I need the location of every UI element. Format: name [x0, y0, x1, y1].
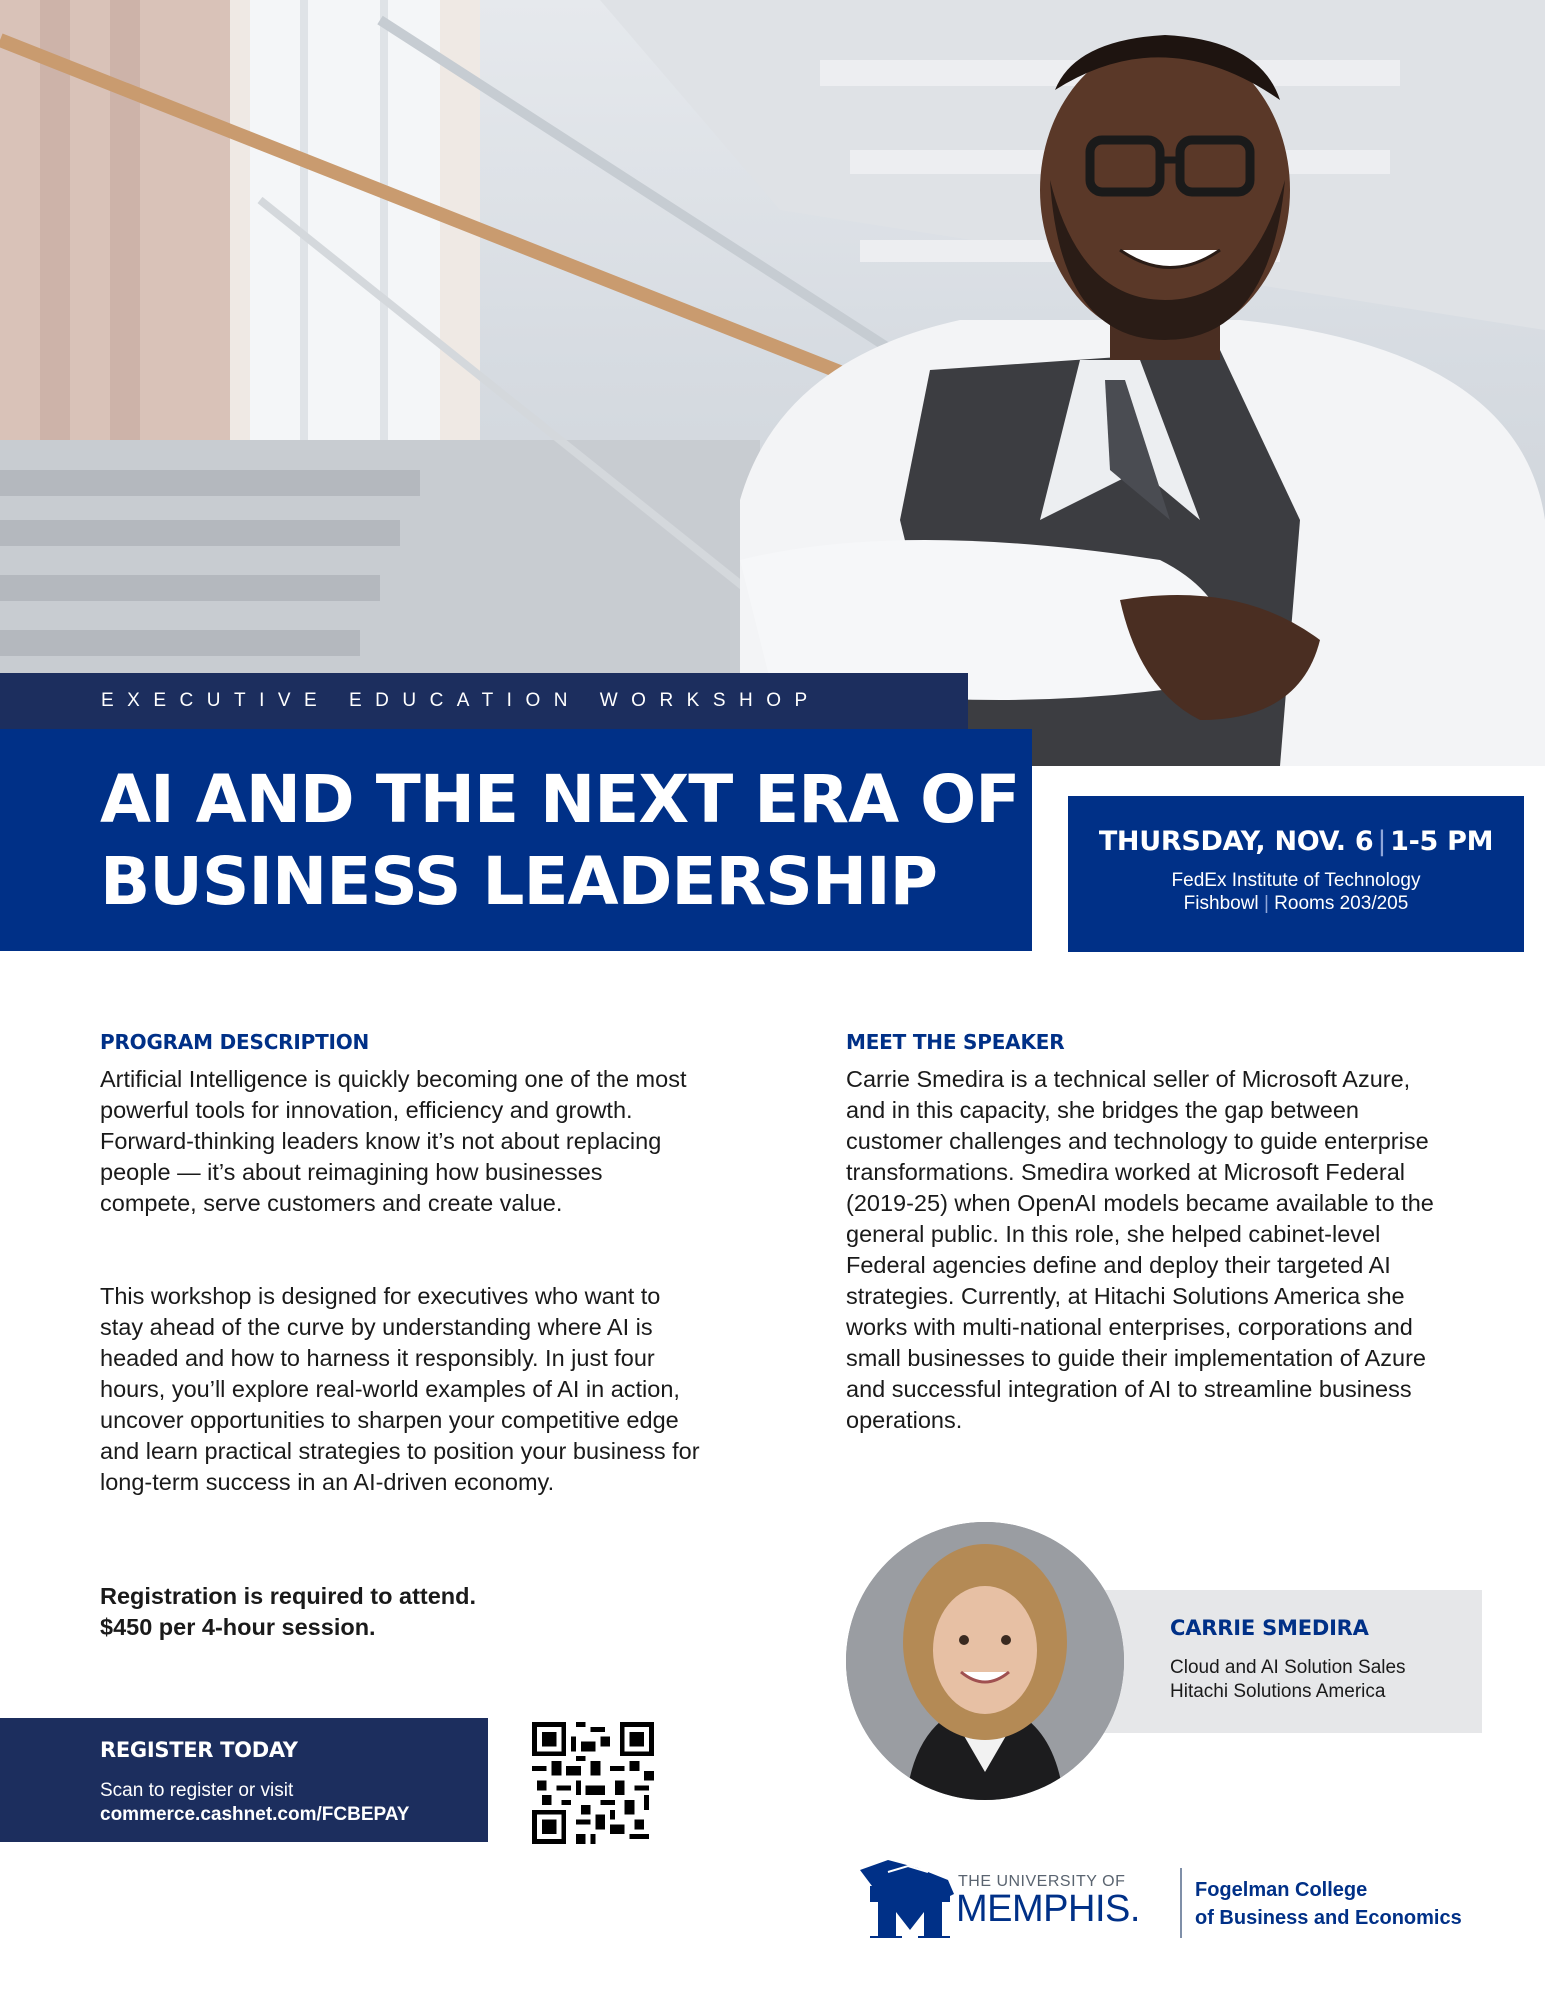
- register-instructions: Scan to register or visit: [100, 1780, 294, 1801]
- register-box: [0, 1718, 488, 1842]
- speaker-heading: MEET THE SPEAKER: [846, 1030, 1065, 1054]
- program-paragraph-2: This workshop is designed for executives who want to stay ahead of the curve by understanding where AI is headed and how to harness it responsibly. In just four hours, you’ll explore real-world examples of AI in action, uncover opportunities to sharpen your competitive edge and learn practical strategies to position your business for long-term success in an AI-driven economy.: [100, 1283, 700, 1495]
- speaker-title: Cloud and AI Solution Sales: [1170, 1657, 1406, 1678]
- event-venue: [1068, 869, 1524, 915]
- logo-divider: [1180, 1868, 1182, 1938]
- venue-place: Fishbowl: [1183, 893, 1259, 914]
- college-line-1: Fogelman College: [1195, 1879, 1368, 1901]
- title-block: [0, 729, 1032, 951]
- university-small-text: THE UNIVERSITY OF: [958, 1873, 1126, 1890]
- register-url[interactable]: commerce.cashnet.com/FCBEPAY: [100, 1804, 410, 1825]
- event-time: 1-5 PM: [1390, 826, 1494, 857]
- price: $450 per 4-hour session.: [100, 1614, 376, 1640]
- title-line-2: BUSINESS LEADERSHIP: [100, 843, 938, 920]
- venue-line-1: FedEx Institute of Technology: [1171, 870, 1421, 891]
- speaker-role: [1170, 1656, 1406, 1704]
- event-details-box: [1068, 796, 1524, 952]
- registration-required: Registration is required to attend.: [100, 1583, 477, 1609]
- venue-line-2: [1068, 892, 1524, 915]
- speaker-photo: [846, 1522, 1124, 1800]
- program-paragraph-1: Artificial Intelligence is quickly becoming one of the most powerful tools for innovation, efficiency and growth. Forward-thinking leaders know it’s not about replacing people — it’s about reimagining how businesses compete, serve customers and create value.: [100, 1066, 687, 1216]
- qr-code[interactable]: [532, 1722, 654, 1844]
- registration-note: [100, 1581, 620, 1643]
- eyebrow-bar: [0, 673, 968, 729]
- college-line-2: of Business and Economics: [1195, 1907, 1462, 1929]
- page-title: [100, 759, 1020, 923]
- title-line-1: AI AND THE NEXT ERA OF: [100, 761, 1020, 838]
- separator: |: [1263, 893, 1269, 914]
- hero-illustration: [0, 0, 1545, 766]
- event-day: THURSDAY, NOV. 6: [1098, 826, 1374, 857]
- college-name: [1195, 1876, 1462, 1932]
- event-datetime: [1068, 826, 1524, 857]
- hero-photo: [0, 0, 1545, 766]
- university-name: MEMPHIS.: [956, 1888, 1140, 1930]
- eyebrow-label: EXECUTIVE EDUCATION WORKSHOP: [101, 690, 821, 711]
- speaker-company: Hitachi Solutions America: [1170, 1681, 1386, 1702]
- speaker-bio: Carrie Smedira is a technical seller of Microsoft Azure, and in this capacity, she bridges the gap between customer challenges and technology to guide enterprise transformations. Smedira worked at Microsoft Federal (2019-25) when OpenAI models became available to the general public. In this role, she helped cabinet-level Federal agencies define and deploy their targeted AI strategies. Currently, at Hitachi Solutions America she works with multi-national enterprises, corporations and small businesses to guide their implementation of Azure and successful integration of AI to streamline business operations.: [846, 1066, 1434, 1433]
- separator: |: [1377, 826, 1387, 857]
- speaker-name: CARRIE SMEDIRA: [1170, 1616, 1369, 1640]
- speaker-portrait: [846, 1522, 1124, 1800]
- venue-rooms: Rooms 203/205: [1274, 893, 1409, 914]
- register-heading: REGISTER TODAY: [100, 1738, 298, 1762]
- program-heading: PROGRAM DESCRIPTION: [100, 1030, 370, 1054]
